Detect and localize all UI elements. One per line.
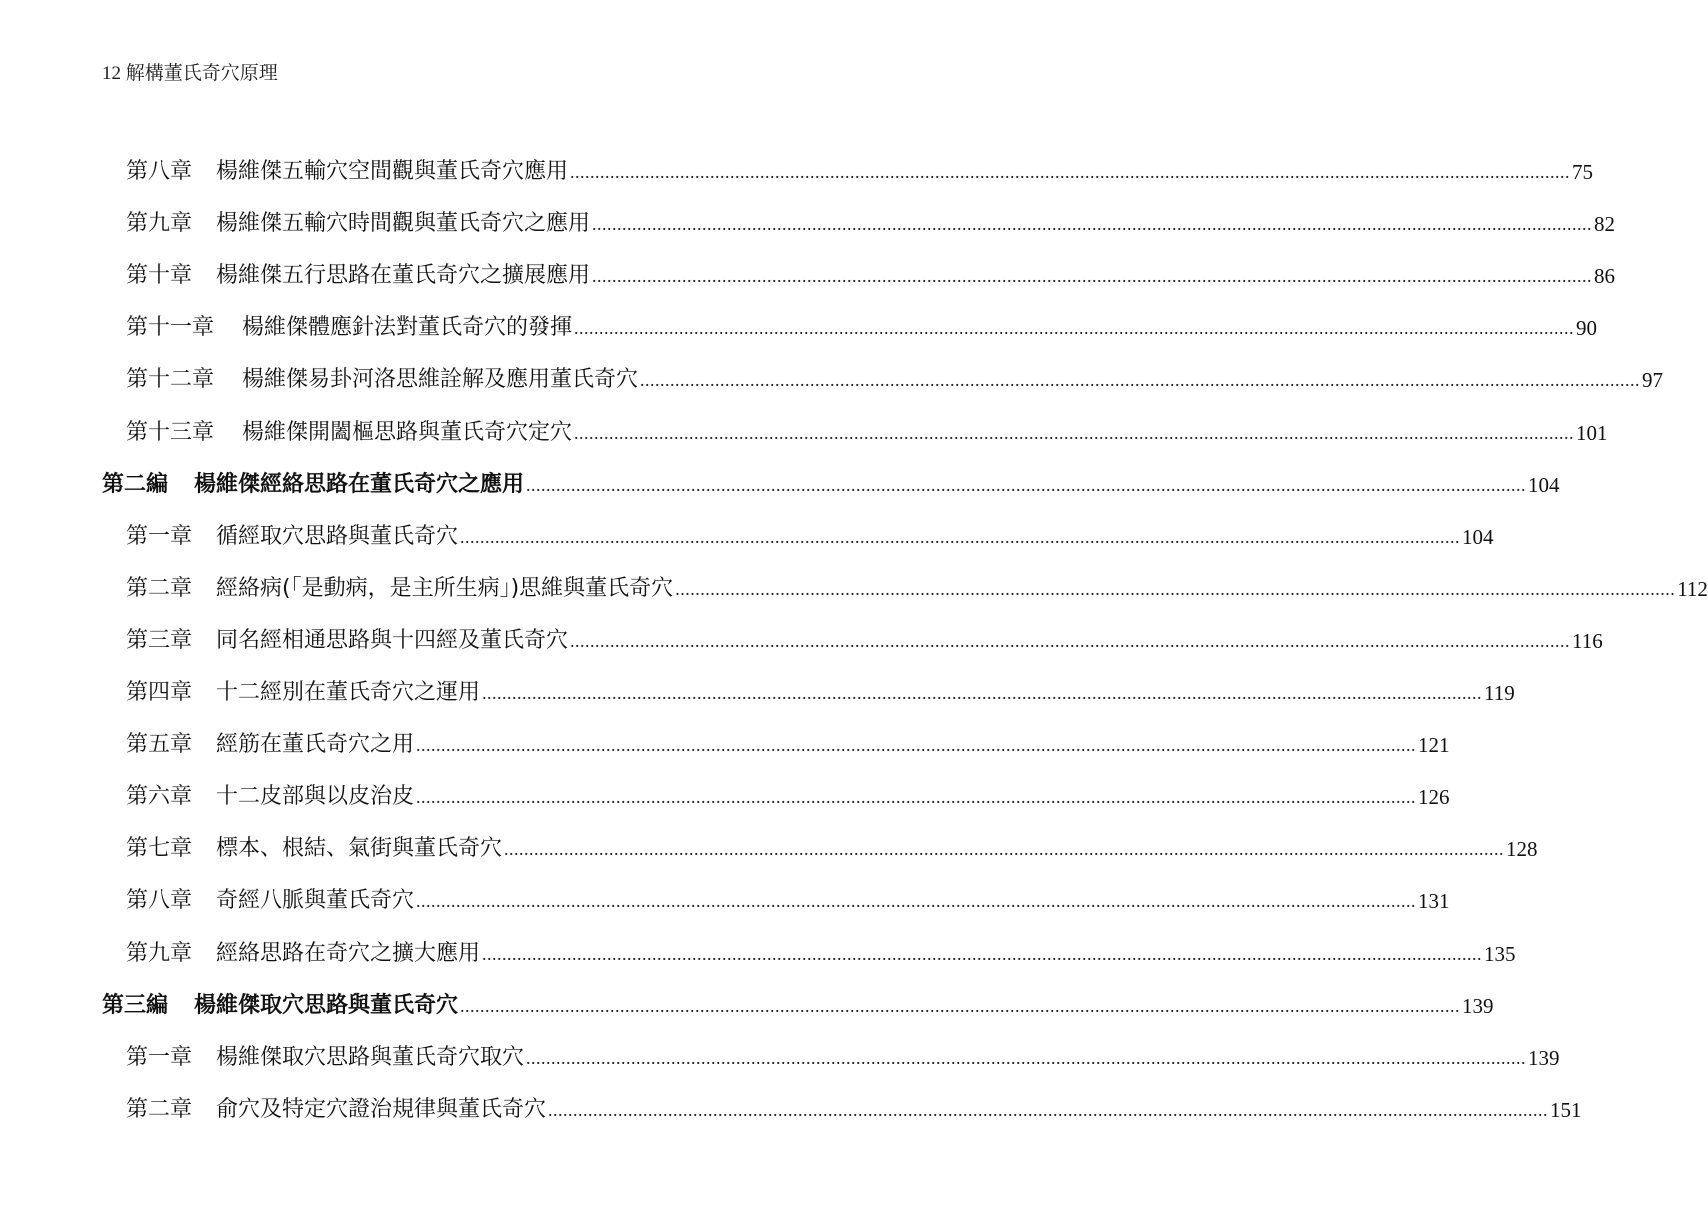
leader-dots: ........................................................................................................................................................................................................ — [592, 214, 1593, 235]
toc-entry-label — [126, 939, 480, 969]
toc-entry-label — [126, 678, 480, 708]
leader-dots: ........................................................................................................................................................................................................ — [526, 474, 1527, 495]
toc-entry-label — [126, 626, 568, 656]
toc-entry-number: 第九章 — [126, 211, 193, 237]
toc-entry-number: 第五章 — [126, 732, 193, 758]
toc-part-entry[interactable] — [0, 460, 1560, 500]
toc-page-number: 128 — [1506, 837, 1538, 862]
toc-entry-number: 第六章 — [126, 784, 193, 810]
toc-entry-number: 第八章 — [126, 159, 193, 184]
leader-dots: ........................................................................................................................................................................................................ — [460, 526, 1461, 547]
toc-entry-label — [126, 418, 572, 448]
toc-entry-number: 第三章 — [126, 627, 193, 653]
toc-chapter-entry[interactable] — [0, 355, 1664, 395]
toc-entry-title: 循經取穴思路與董氏奇穴 — [216, 523, 459, 549]
leader-dots: ........................................................................................................................................................................................................ — [416, 787, 1417, 808]
toc-entry-label — [126, 574, 673, 604]
toc-page-number: 112 — [1677, 576, 1708, 601]
toc-entry-title: 經絡思路在奇穴之擴大應用 — [216, 940, 481, 966]
leader-dots: ........................................................................................................................................................................................................ — [482, 943, 1483, 964]
toc-page-number: 104 — [1528, 472, 1560, 497]
toc-entry-number: 第一章 — [126, 1044, 193, 1070]
toc-entry-title: 楊維傑取穴思路與董氏奇穴 — [194, 992, 459, 1018]
toc-chapter-entry[interactable] — [0, 564, 1708, 604]
toc-entry-title: 俞穴及特定穴證治規律與董氏奇穴 — [216, 1096, 547, 1122]
toc-chapter-entry[interactable] — [0, 668, 1515, 708]
toc-page-number: 126 — [1418, 785, 1450, 810]
toc-chapter-entry[interactable] — [0, 772, 1450, 812]
toc-chapter-entry[interactable] — [0, 1033, 1560, 1073]
toc-entry-title: 楊維傑易卦河洛思維詮解及應用董氏奇穴 — [242, 367, 639, 393]
toc-chapter-entry[interactable] — [0, 408, 1608, 448]
toc-entry-label — [126, 1043, 524, 1073]
toc-page-number: 119 — [1484, 681, 1515, 705]
toc-page-number: 101 — [1576, 420, 1608, 445]
toc-entry-number: 第二編 — [102, 471, 169, 497]
toc-chapter-entry[interactable] — [0, 251, 1616, 291]
toc-entry-title: 奇經八脈與董氏奇穴 — [216, 888, 415, 914]
toc-chapter-entry[interactable] — [0, 303, 1598, 343]
leader-dots: ........................................................................................................................................................................................................ — [548, 1099, 1549, 1120]
toc-entry-label — [126, 365, 638, 395]
toc-page-number: 86 — [1594, 264, 1616, 289]
toc-page-number: 104 — [1462, 524, 1494, 549]
toc-page-number: 139 — [1528, 1045, 1560, 1070]
toc-chapter-entry[interactable] — [0, 147, 1594, 187]
toc-entry-number: 第十三章 — [126, 419, 215, 445]
toc-entry-title: 楊維傑五行思路在董氏奇穴之擴展應用 — [216, 263, 591, 289]
toc-entry-number: 第十一章 — [126, 315, 215, 341]
toc-chapter-entry[interactable] — [0, 1085, 1582, 1125]
toc-entry-number: 第十章 — [126, 263, 193, 289]
toc-page-number: 116 — [1572, 628, 1603, 653]
toc-entry-label — [126, 782, 414, 812]
toc-entry-title: 楊維傑開闔樞思路與董氏奇穴定穴 — [242, 419, 573, 445]
toc-page-number: 82 — [1594, 212, 1616, 237]
toc-entry-title: 經筋在董氏奇穴之用 — [216, 732, 415, 758]
toc-entry-label — [126, 209, 590, 239]
toc-chapter-entry[interactable] — [0, 929, 1516, 969]
toc-entry-number: 第九章 — [126, 940, 193, 966]
toc-entry-title: 十二皮部與以皮治皮 — [216, 784, 415, 810]
toc-entry-number: 第十二章 — [126, 367, 215, 393]
leader-dots: ........................................................................................................................................................................................................ — [460, 995, 1461, 1016]
toc-entry-number: 第二章 — [126, 575, 193, 601]
toc-entry-label — [126, 522, 458, 552]
leader-dots: ........................................................................................................................................................................................................ — [574, 318, 1575, 339]
leader-dots: ........................................................................................................................................................................................................ — [640, 370, 1641, 391]
running-head: 12 解構董氏奇穴原理 — [102, 63, 278, 84]
toc-page-number: 135 — [1484, 941, 1516, 966]
toc-entry-title: 楊維傑五輸穴空間觀與董氏奇穴應用 — [216, 159, 569, 184]
leader-dots: ........................................................................................................................................................................................................ — [592, 266, 1593, 287]
leader-dots: ........................................................................................................................................................................................................ — [570, 630, 1571, 651]
toc-entry-number: 第四章 — [126, 680, 193, 705]
toc-entry-label — [126, 1095, 546, 1125]
toc-page-number: 131 — [1418, 889, 1450, 914]
toc-chapter-entry[interactable] — [0, 876, 1450, 916]
leader-dots: ........................................................................................................................................................................................................ — [504, 839, 1505, 860]
toc-entry-label — [126, 313, 572, 343]
toc-entry-number: 第二章 — [126, 1096, 193, 1122]
toc-page-number: 151 — [1550, 1097, 1582, 1122]
leader-dots: ........................................................................................................................................................................................................ — [526, 1047, 1527, 1068]
toc-entry-number: 第三編 — [102, 992, 169, 1018]
toc-page-number: 97 — [1642, 368, 1664, 393]
toc-entry-number: 第一章 — [126, 523, 193, 549]
toc-part-entry[interactable] — [0, 981, 1494, 1021]
toc-entry-title: 楊維傑經絡思路在董氏奇穴之應用 — [194, 471, 525, 497]
toc-page-number: 121 — [1418, 733, 1450, 758]
leader-dots: ........................................................................................................................................................................................................ — [416, 891, 1417, 912]
toc-entry-title: 楊維傑五輸穴時間觀與董氏奇穴之應用 — [216, 211, 591, 237]
toc-chapter-entry[interactable] — [0, 720, 1450, 760]
toc-entry-title: 標本、根結、氣街與董氏奇穴 — [216, 836, 503, 862]
toc-entry-title: 楊維傑體應針法對董氏奇穴的發揮 — [242, 315, 573, 341]
toc-page-number: 75 — [1572, 160, 1594, 184]
toc-chapter-entry[interactable] — [0, 616, 1603, 656]
leader-dots: ........................................................................................................................................................................................................ — [416, 735, 1417, 756]
toc-entry-title: 同名經相通思路與十四經及董氏奇穴 — [216, 627, 569, 653]
leader-dots: ........................................................................................................................................................................................................ — [570, 162, 1571, 182]
toc-entry-label — [126, 886, 414, 916]
leader-dots: ........................................................................................................................................................................................................ — [675, 578, 1676, 599]
toc-entry-label — [126, 834, 502, 864]
leader-dots: ........................................................................................................................................................................................................ — [482, 683, 1483, 703]
toc-page-number: 90 — [1576, 316, 1598, 341]
toc-entry-title: 十二經別在董氏奇穴之運用 — [216, 680, 481, 705]
toc-entry-label — [102, 470, 524, 500]
toc-entry-label — [126, 730, 414, 760]
toc-entry-label — [126, 157, 568, 187]
leader-dots: ........................................................................................................................................................................................................ — [574, 422, 1575, 443]
toc-entry-label — [102, 991, 458, 1021]
toc-entry-title: 經絡病(「是動病，是主所生病」)思維與董氏奇穴 — [216, 575, 674, 601]
toc-page-number: 139 — [1462, 993, 1494, 1018]
toc-entry-title: 楊維傑取穴思路與董氏奇穴取穴 — [216, 1044, 525, 1070]
toc-entry-label — [126, 261, 590, 291]
toc-entry-number: 第七章 — [126, 836, 193, 862]
toc-chapter-entry[interactable] — [0, 824, 1538, 864]
toc-chapter-entry[interactable] — [0, 512, 1494, 552]
toc-entry-number: 第八章 — [126, 888, 193, 914]
toc-chapter-entry[interactable] — [0, 199, 1616, 239]
